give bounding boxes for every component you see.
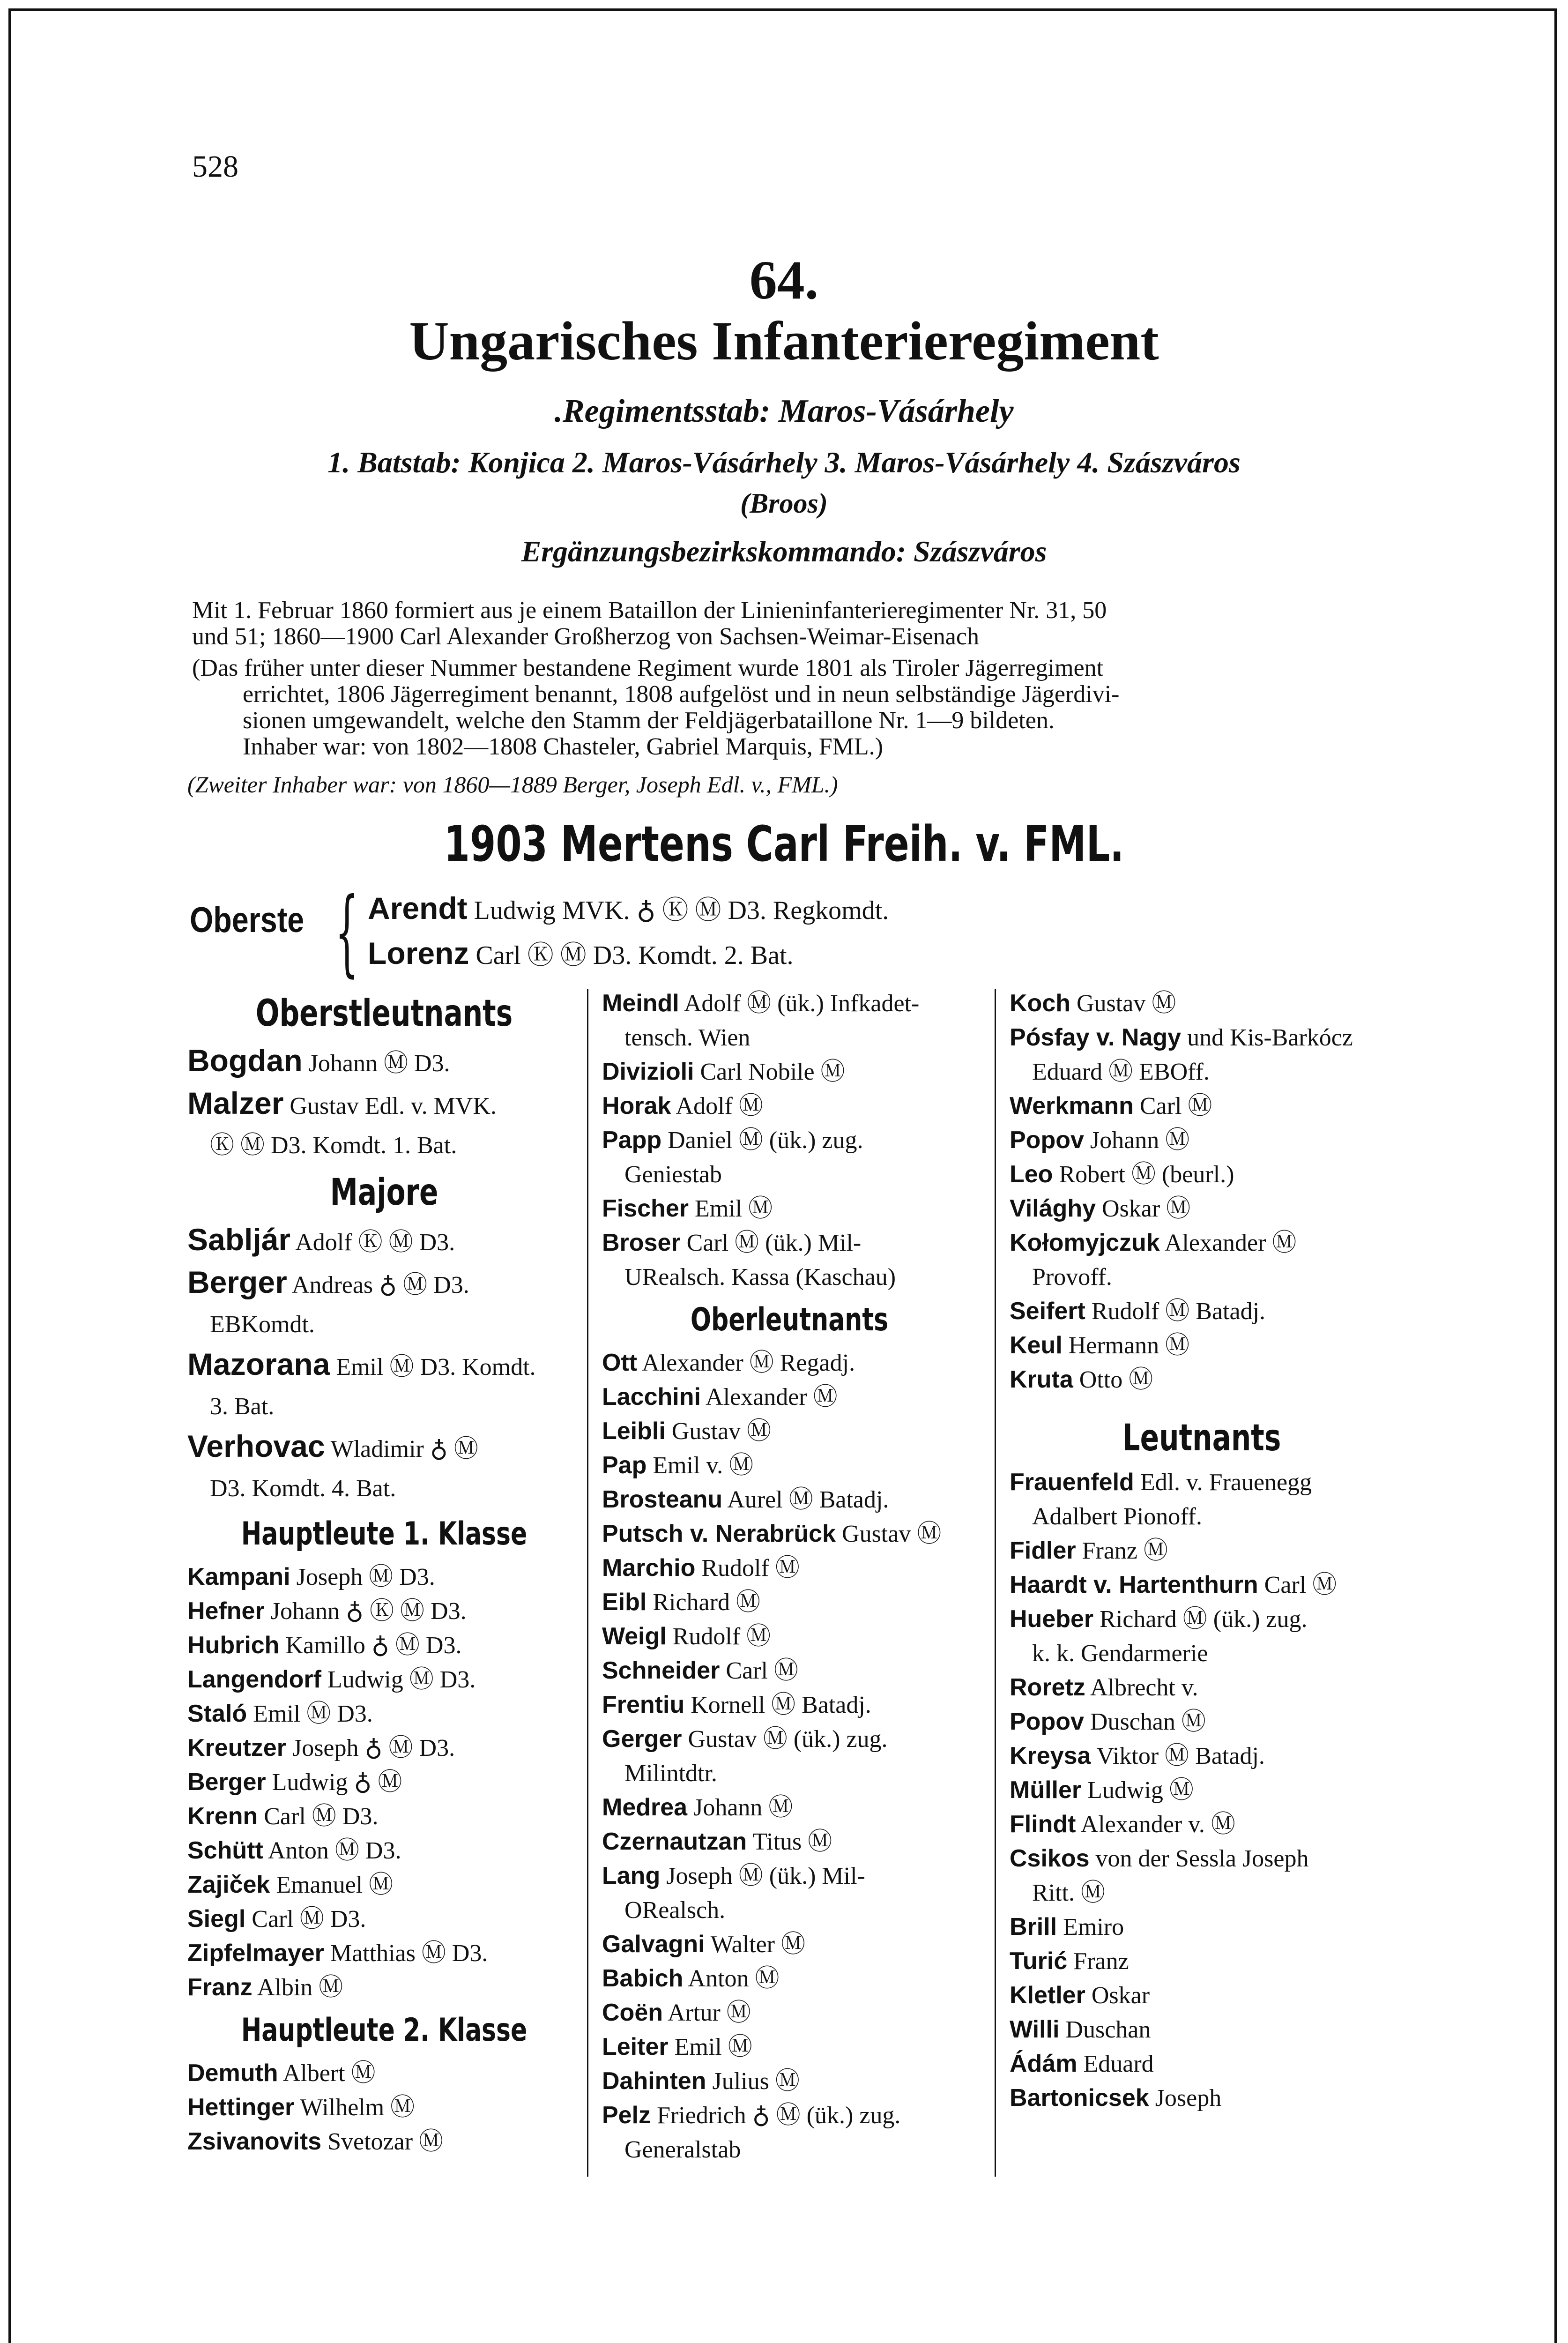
entry-details: Otto Ⓜ <box>1079 1366 1153 1393</box>
entry-name: Hubrich <box>187 1632 280 1659</box>
entry-details: Matthias Ⓜ D3. <box>330 1940 488 1967</box>
entry-name: Babich <box>602 1965 684 1992</box>
entry-name: Frauenfeld <box>1010 1469 1134 1496</box>
entry-name: Leibli <box>602 1418 666 1445</box>
entry <box>187 1560 581 1594</box>
entry-details: Franz <box>1073 1948 1129 1975</box>
entry-details: Aurel Ⓜ Batadj. <box>727 1486 889 1513</box>
entry-details: Emil Ⓜ <box>694 1195 773 1222</box>
history-line: sionen umgewandelt, welche den Stamm der Feldjägerbataillone Nr. 1—9 bildeten. <box>243 707 1055 734</box>
column-divider <box>995 989 996 2177</box>
entry <box>187 1426 581 1469</box>
entry-name: Gerger <box>602 1725 682 1753</box>
entry-name: Pelz <box>602 2102 651 2129</box>
entry <box>602 1927 977 1962</box>
entry-details: Wladimir ♁ Ⓜ <box>330 1436 478 1463</box>
history-paragraph-3: (Zweiter Inhaber war: von 1860—1889 Berger, Joseph Edl. v., FML.) <box>187 771 838 798</box>
entry-name: Eibl <box>602 1589 647 1616</box>
entry <box>1010 1021 1394 1055</box>
entry <box>187 1834 581 1868</box>
entry-details: Julius Ⓜ <box>712 2068 800 2095</box>
entry <box>187 1663 581 1697</box>
entry-name: Pósfay v. Nagy <box>1010 1024 1182 1051</box>
entry <box>602 1791 977 1825</box>
entry-details: Albrecht v. <box>1090 1674 1198 1701</box>
entry-details: Oskar <box>1091 1982 1150 2009</box>
entry <box>187 1902 581 1936</box>
entry-details: Ludwig MVK. ♁ Ⓚ Ⓜ D3. Regkomdt. <box>474 896 889 925</box>
entry-name: Kruta <box>1010 1366 1073 1393</box>
regiment-title: Ungarisches Infanterieregiment <box>409 310 1159 372</box>
entry-name: Mazorana <box>187 1347 330 1381</box>
majore-list <box>187 1220 581 1508</box>
entry <box>602 1055 977 1089</box>
entry <box>1010 1705 1394 1739</box>
entry-details: Alexander Ⓜ Regadj. <box>642 1350 855 1376</box>
entry-details: Emil Ⓜ D3. <box>253 1701 373 1727</box>
entry-name: Popov <box>1010 1127 1084 1154</box>
entry-details: Carl Nobile Ⓜ <box>700 1059 845 1085</box>
entry-details: Ludwig ♁ Ⓜ <box>272 1769 402 1796</box>
entry-name: Müller <box>1010 1776 1082 1804</box>
entry-name: Koch <box>1010 990 1070 1017</box>
entry-details: Joseph Ⓜ D3. <box>296 1564 435 1590</box>
entry-continuation: Adalbert Pionoff. <box>1032 1503 1202 1530</box>
entry-continuation: EBKomdt. <box>210 1311 315 1338</box>
entry-details: Andreas ♁ Ⓜ D3. <box>291 1272 469 1298</box>
entry-details: Kamillo ♁ Ⓜ D3. <box>285 1632 462 1659</box>
entry <box>602 1551 977 1585</box>
entry-name: Leo <box>1010 1161 1053 1188</box>
entry-details: Carl Ⓜ <box>1139 1093 1212 1119</box>
entry <box>187 1083 581 1126</box>
entry <box>187 2125 581 2159</box>
entry-name: Arendt <box>368 891 468 925</box>
entry-details: Carl Ⓜ <box>1264 1572 1337 1598</box>
entry-details: und Kis-Barkócz <box>1187 1024 1353 1051</box>
entry-details: Duschan <box>1065 2016 1151 2043</box>
oberste-label: Oberste <box>190 900 305 940</box>
entry-name: Seifert <box>1010 1298 1085 1325</box>
entry <box>602 1483 977 1517</box>
entry <box>1010 2013 1394 2047</box>
entry-details: Johann Ⓜ <box>1090 1127 1190 1154</box>
section-header: Hauptleute 2. Klasse <box>241 2012 528 2049</box>
entry-name: Fischer <box>602 1195 689 1222</box>
entry-name: Kampani <box>187 1563 290 1590</box>
entry-name: Bartonicsek <box>1010 2084 1149 2112</box>
history-paragraph-2 <box>192 655 1396 760</box>
entry-details: Richard Ⓜ (ük.) zug. <box>1100 1606 1308 1633</box>
entry-name: Kletler <box>1010 1982 1085 2009</box>
entry-details: Rudolf Ⓜ <box>701 1555 800 1582</box>
entry <box>1010 1192 1394 1226</box>
entry-details: Kornell Ⓜ Batadj. <box>691 1692 871 1718</box>
entry-details: Eduard <box>1083 2051 1154 2077</box>
entry-continuation: Provoff. <box>1032 1264 1112 1291</box>
entry-name: Papp <box>602 1127 662 1154</box>
entry-details: Viktor Ⓜ Batadj. <box>1096 1743 1265 1769</box>
entry-details: Alexander Ⓜ <box>706 1384 838 1410</box>
entry <box>187 2056 581 2090</box>
entry-details: Ludwig Ⓜ <box>1087 1777 1194 1804</box>
entry-details: Robert Ⓜ (beurl.) <box>1059 1161 1234 1188</box>
entry <box>187 1697 581 1731</box>
entry <box>602 1688 977 1722</box>
column-2 <box>602 986 977 2167</box>
section-header: Oberleutnants <box>690 1301 889 1338</box>
entry-name: Flindt <box>1010 1811 1076 1838</box>
entry-name: Kreutzer <box>187 1734 286 1761</box>
batstab-note: (Broos) <box>740 488 828 519</box>
entry <box>602 2030 977 2064</box>
entry <box>1010 1465 1394 1500</box>
entry-details: Emanuel Ⓜ <box>276 1872 394 1898</box>
entry-name: Werkmann <box>1010 1092 1134 1119</box>
entry <box>602 1722 977 1756</box>
entry-name: Lang <box>602 1862 661 1889</box>
entry-name: Lacchini <box>602 1383 701 1410</box>
entry-continuation: k. k. Gendarmerie <box>1032 1640 1208 1667</box>
entry-details: Emil Ⓜ <box>674 2034 752 2060</box>
entry-name: Hueber <box>1010 1605 1094 1633</box>
entry-name: Brill <box>1010 1913 1057 1940</box>
entry <box>602 1226 977 1260</box>
entry-name: Fidler <box>1010 1537 1076 1564</box>
entry-details: Adolf Ⓚ Ⓜ D3. <box>295 1229 455 1256</box>
entry-name: Marchio <box>602 1554 696 1582</box>
entry <box>602 1517 977 1551</box>
entry <box>187 1041 581 1083</box>
regiment-number: 64. <box>749 249 819 311</box>
entry-name: Divizioli <box>602 1058 694 1085</box>
entry-name: Haardt v. Hartenthurn <box>1010 1571 1258 1598</box>
entry-continuation: URealsch. Kassa (Kaschau) <box>624 1264 896 1291</box>
entry <box>187 1970 581 2005</box>
entry-name: Dahinten <box>602 2067 706 2095</box>
entry-details: Emil v. Ⓜ <box>653 1452 754 1479</box>
entry <box>1010 1157 1394 1192</box>
entry-name: Meindl <box>602 990 679 1017</box>
spacer <box>1010 1397 1394 1411</box>
entry-details: Alexander v. Ⓜ <box>1080 1811 1235 1838</box>
entry <box>1010 1602 1394 1636</box>
entry-name: Kołomyjczuk <box>1010 1229 1160 1256</box>
entry-continuation: Geniestab <box>624 1161 722 1188</box>
entry-details: Gustav Ⓜ <box>842 1521 942 1547</box>
entry <box>602 986 977 1021</box>
entry <box>1010 2047 1394 2081</box>
hauptleute2-cont-list <box>602 986 977 1294</box>
entry <box>1010 1226 1394 1260</box>
entry-name: Zipfelmayer <box>187 1940 324 1967</box>
entry-continuation: 3. Bat. <box>210 1393 275 1420</box>
entry-details: Carl Ⓜ (ük.) Mil- <box>686 1230 862 1256</box>
entry-name: Lorenz <box>368 936 469 970</box>
entry-details: Daniel Ⓜ (ük.) zug. <box>668 1127 863 1154</box>
section-header: Majore <box>330 1172 438 1214</box>
entry-details: Duschan Ⓜ <box>1090 1709 1206 1735</box>
entry-details: Albin Ⓜ <box>257 1974 343 2001</box>
entry-details: Joseph ♁ Ⓜ D3. <box>292 1735 455 1761</box>
entry-details: Richard Ⓜ <box>653 1589 760 1616</box>
entry-name: Világhy <box>1010 1195 1096 1222</box>
entry-name: Broser <box>602 1229 681 1256</box>
entry-name: Kreysa <box>1010 1742 1091 1769</box>
erganzung: Ergänzungsbezirkskommando: Szászváros <box>521 535 1047 568</box>
entry-continuation: Milintdtr. <box>624 1760 717 1787</box>
entry <box>602 1346 977 1380</box>
entry-continuation: tensch. Wien <box>624 1024 751 1051</box>
entry <box>1010 1739 1394 1773</box>
entry <box>187 1262 581 1305</box>
oberst-entry <box>368 934 794 972</box>
entry-name: Willi <box>1010 2016 1060 2043</box>
entry <box>187 1731 581 1765</box>
entry <box>1010 1842 1394 1876</box>
entry <box>602 1996 977 2030</box>
entry-details: Johann Ⓜ D3. <box>308 1050 450 1077</box>
entry-details: Adolf Ⓜ <box>676 1093 763 1119</box>
entry <box>602 1825 977 1859</box>
entry <box>602 1448 977 1483</box>
batstab: 1. Batstab: Konjica 2. Maros-Vásárhely 3. Maros-Vásárhely 4. Szászváros <box>327 446 1241 479</box>
entry-details: Friedrich ♁ Ⓜ (ük.) zug. <box>657 2102 901 2129</box>
entry-details: Rudolf Ⓜ Batadj. <box>1091 1298 1266 1325</box>
entry <box>602 1123 977 1157</box>
entry <box>1010 1089 1394 1123</box>
entry-details: Ludwig Ⓜ D3. <box>327 1666 476 1693</box>
entry-details: Carl Ⓜ D3. <box>252 1906 366 1933</box>
entry <box>1010 1294 1394 1328</box>
entry <box>602 1414 977 1448</box>
entry <box>602 1585 977 1619</box>
entry-continuation: Generalstab <box>624 2136 741 2163</box>
entry-details: Walter Ⓜ <box>710 1931 805 1958</box>
inhaber-heading: 1903 Mertens Carl Freih. v. FML. <box>444 815 1124 873</box>
section-header: Hauptleute 1. Klasse <box>241 1515 528 1552</box>
entry <box>1010 1773 1394 1807</box>
entry-name: Roretz <box>1010 1674 1085 1701</box>
entry-details: Wilhelm Ⓜ <box>300 2094 415 2121</box>
entry-name: Staló <box>187 1700 247 1727</box>
entry-details: Johann ♁ Ⓚ Ⓜ D3. <box>270 1598 467 1625</box>
entry-continuation: Eduard Ⓜ EBOff. <box>1032 1059 1210 1085</box>
entry-details: Alexander Ⓜ <box>1164 1230 1297 1256</box>
entry-name: Horak <box>602 1092 671 1119</box>
entry-name: Schneider <box>602 1657 720 1684</box>
entry-details: Anton Ⓜ D3. <box>268 1837 401 1864</box>
brace: { <box>335 878 359 987</box>
entry-details: von der Sessla Joseph <box>1095 1845 1309 1872</box>
entry <box>187 1799 581 1834</box>
entry-details: Edl. v. Frauenegg <box>1140 1469 1312 1496</box>
entry-name: Berger <box>187 1768 266 1796</box>
entry-details: Hermann Ⓜ <box>1068 1332 1190 1359</box>
entry <box>187 2090 581 2125</box>
entry-name: Siegl <box>187 1905 246 1933</box>
history-paragraph-1 <box>192 597 1396 650</box>
entry-name: Franz <box>187 1974 253 2001</box>
entry <box>602 1380 977 1414</box>
entry-details: Carl Ⓜ D3. <box>264 1803 379 1830</box>
entry-name: Pap <box>602 1452 647 1479</box>
entry-details: Gustav Ⓜ <box>1077 990 1176 1017</box>
entry-name: Hefner <box>187 1597 265 1625</box>
entry-details: Franz Ⓜ <box>1082 1537 1168 1564</box>
entry <box>1010 2081 1394 2115</box>
entry-name: Putsch v. Nerabrück <box>602 1520 836 1547</box>
entry-name: Popov <box>1010 1708 1084 1735</box>
entry <box>1010 1978 1394 2013</box>
entry-name: Zsivanovits <box>187 2128 322 2155</box>
entry <box>602 1089 977 1123</box>
entry-name: Bogdan <box>187 1043 303 1078</box>
entry-name: Demuth <box>187 2059 278 2087</box>
entry-details: Emil Ⓜ D3. Komdt. <box>336 1354 536 1380</box>
oberleutnants-list <box>602 1346 977 2167</box>
entry-details: Johann Ⓜ <box>693 1794 793 1821</box>
entry <box>1010 1123 1394 1157</box>
entry-details: Albert Ⓜ <box>282 2060 376 2087</box>
history-line: errichtet, 1806 Jägerregiment benannt, 1808 aufgelöst und in neun selbständige Jägerdivi- <box>243 681 1120 708</box>
entry-name: Hettinger <box>187 2094 295 2121</box>
entry-name: Czernautzan <box>602 1828 747 1855</box>
entry-name: Krenn <box>187 1803 258 1830</box>
entry-details: Gustav Ⓜ (ük.) zug. <box>688 1726 888 1753</box>
entry-name: Frentiu <box>602 1691 685 1718</box>
entry-name: Ott <box>602 1349 638 1376</box>
entry-name: Berger <box>187 1265 287 1299</box>
entry <box>187 1344 581 1387</box>
entry-details: Adolf Ⓜ (ük.) Infkadet- <box>684 990 920 1017</box>
entry-name: Leiter <box>602 2033 669 2060</box>
entry-details: Artur Ⓜ <box>668 2000 751 2026</box>
entry-details: Emiro <box>1063 1914 1124 1940</box>
entry <box>1010 1363 1394 1397</box>
oberleutnants-cont-list <box>1010 986 1394 1397</box>
entry-name: Schütt <box>187 1837 263 1864</box>
entry-name: Brosteanu <box>602 1486 723 1513</box>
hauptleute1-list <box>187 1560 581 2005</box>
entry-name: Zajiček <box>187 1871 270 1898</box>
entry <box>1010 1944 1394 1978</box>
entry-details: Carl Ⓜ <box>726 1657 798 1684</box>
entry <box>1010 1568 1394 1602</box>
entry-details: Anton Ⓜ <box>688 1965 780 1992</box>
entry-name: Weigl <box>602 1623 667 1650</box>
entry <box>602 2064 977 2098</box>
oberst-entry <box>368 889 889 927</box>
entry <box>602 1192 977 1226</box>
history-line: und 51; 1860—1900 Carl Alexander Großherzog von Sachsen-Weimar-Eisenach <box>192 623 979 650</box>
entry <box>1010 1328 1394 1363</box>
history-line: Mit 1. Februar 1860 formiert aus je einem Bataillon der Linieninfanterieregimenter Nr. 31, 50 <box>192 597 1107 624</box>
entry <box>1010 1807 1394 1842</box>
section-header: Oberstleutnants <box>255 992 513 1035</box>
section-header: Leutnants <box>1122 1417 1281 1459</box>
entry <box>602 1962 977 1996</box>
oberstleutnants-list <box>187 1041 581 1165</box>
entry-name: Verhovac <box>187 1429 325 1463</box>
entry-continuation: ORealsch. <box>624 1897 726 1924</box>
entry <box>1010 1534 1394 1568</box>
entry-continuation: Ⓚ Ⓜ D3. Komdt. 1. Bat. <box>210 1132 457 1159</box>
column-3 <box>1010 986 1394 2115</box>
history-line: (Das früher unter dieser Nummer bestandene Regiment wurde 1801 als Tiroler Jägerregiment <box>192 655 1104 681</box>
entry <box>187 1594 581 1628</box>
entry-name: Malzer <box>187 1086 284 1120</box>
entry <box>187 1628 581 1663</box>
history-line: Inhaber war: von 1802—1808 Chasteler, Gabriel Marquis, FML.) <box>243 733 883 760</box>
column-divider <box>587 989 588 2177</box>
entry <box>1010 1910 1394 1944</box>
entry-name: Ádám <box>1010 2050 1078 2077</box>
entry-details: Joseph <box>1155 2085 1222 2112</box>
entry <box>187 1868 581 1902</box>
entry <box>602 1619 977 1654</box>
entry-details: Carl Ⓚ Ⓜ D3. Komdt. 2. Bat. <box>476 941 794 970</box>
hauptleute2-list <box>187 2056 581 2159</box>
entry <box>1010 1671 1394 1705</box>
entry <box>187 1765 581 1799</box>
column-1 <box>187 986 581 2159</box>
entry-continuation: Ritt. Ⓜ <box>1032 1880 1106 1906</box>
leutnants-list <box>1010 1465 1394 2115</box>
entry <box>602 2098 977 2133</box>
entry <box>602 1859 977 1893</box>
entry-details: Titus Ⓜ <box>752 1828 832 1855</box>
entry-name: Langendorf <box>187 1666 321 1693</box>
entry-name: Coën <box>602 1999 663 2026</box>
entry-continuation: D3. Komdt. 4. Bat. <box>210 1475 396 1502</box>
entry <box>187 1220 581 1262</box>
entry <box>1010 986 1394 1021</box>
entry-name: Medrea <box>602 1794 688 1821</box>
page-number: 528 <box>192 149 238 184</box>
entry-details: Oskar Ⓜ <box>1102 1195 1191 1222</box>
entry-details: Rudolf Ⓜ <box>672 1623 771 1650</box>
entry <box>602 1654 977 1688</box>
entry-name: Sabljár <box>187 1222 291 1257</box>
regimentsstab: .Regimentsstab: Maros-Vásárhely <box>554 393 1014 429</box>
entry-details: Gustav Ⓜ <box>671 1418 772 1445</box>
entry-name: Keul <box>1010 1332 1063 1359</box>
entry-details: Gustav Edl. v. MVK. <box>290 1093 497 1119</box>
entry-name: Turić <box>1010 1948 1068 1975</box>
entry-name: Csikos <box>1010 1845 1090 1872</box>
entry <box>187 1936 581 1970</box>
entry-name: Galvagni <box>602 1931 705 1958</box>
entry-details: Joseph Ⓜ (ük.) Mil- <box>666 1863 865 1889</box>
entry-details: Svetozar Ⓜ <box>327 2128 444 2155</box>
